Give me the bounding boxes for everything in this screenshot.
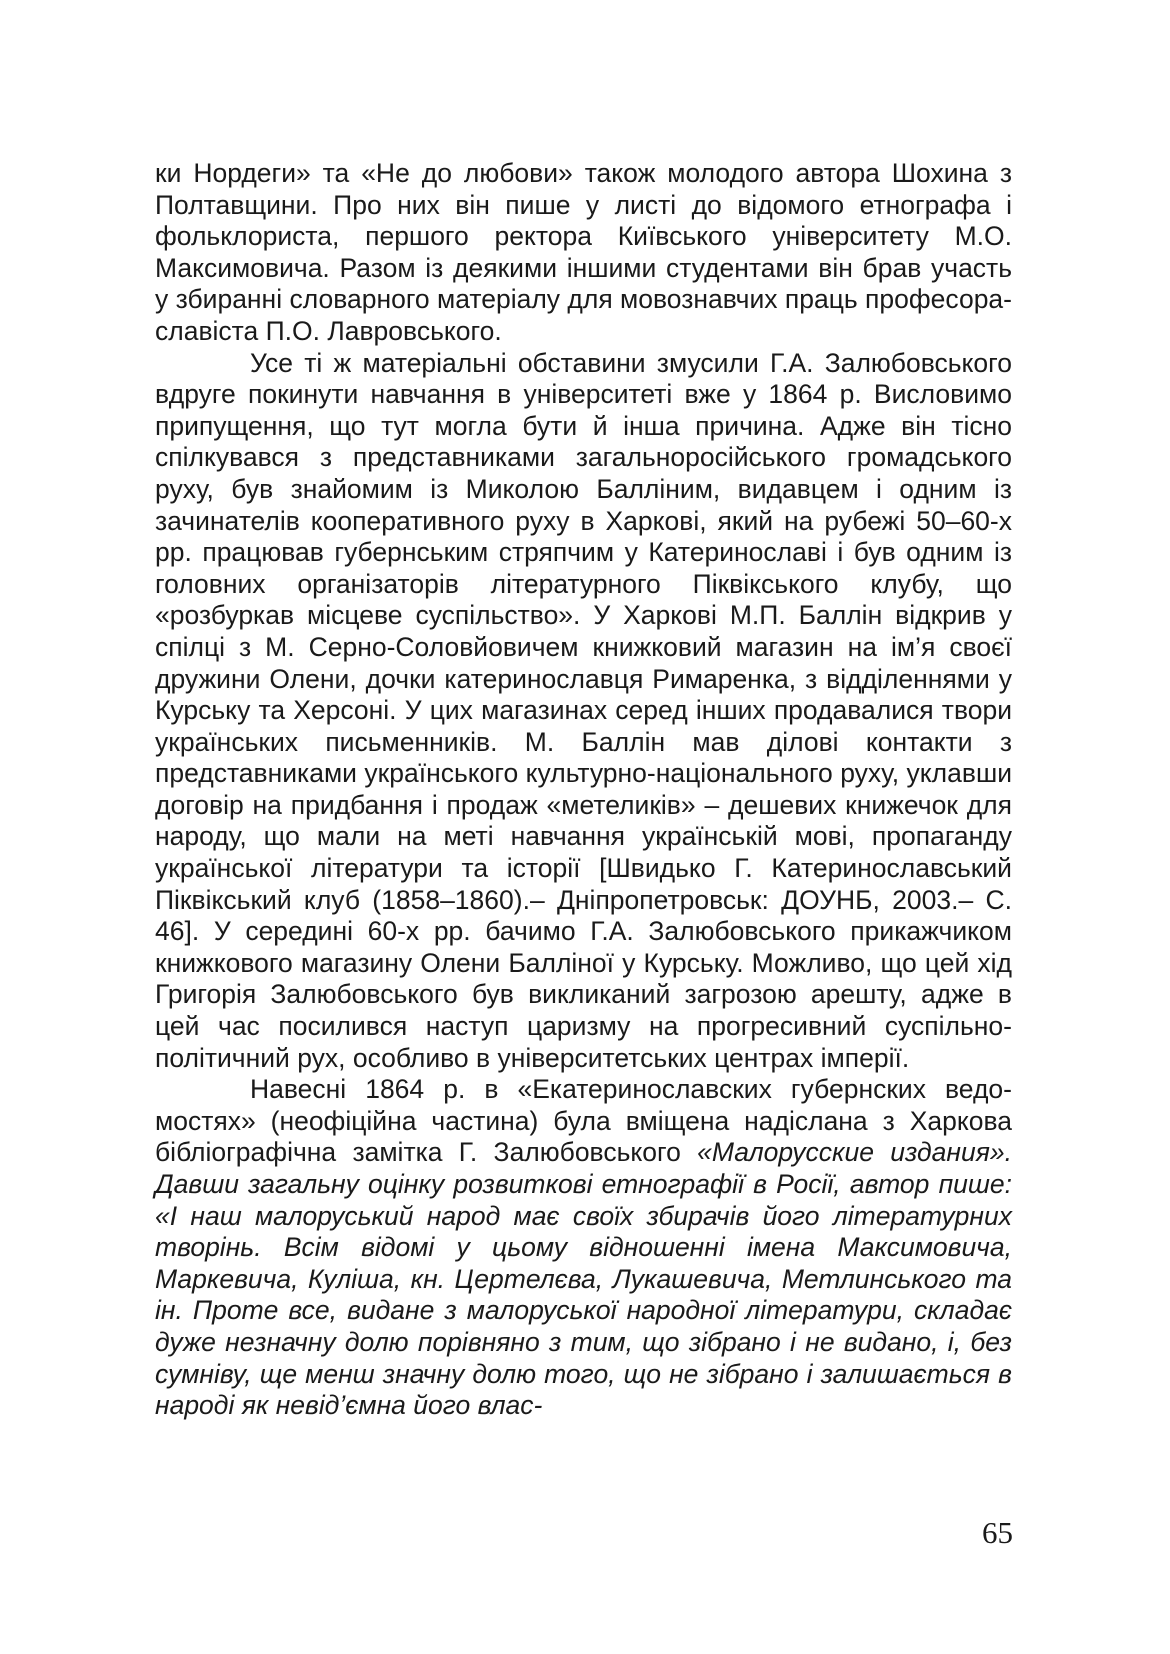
page-number: 65 <box>982 1515 1013 1550</box>
paragraph-3-italic-quote: «Малорусские издания». Давши загальну оцінку розвиткові етнографії в Росії, автор пише: «І наш малоруський народ має своїх збирачів його літературних творінь. Всім відомі у цьому відношенні імена Максимовича, Маркевича, Куліша, кн. Цертелєва, Лукашевича, Метлинського та ін. Проте все, видане з малоруської народної літератури, складає дуже незначну долю порівняно з тим, що зібрано і не видано, і, без сумніву, ще менш значну долю того, що не зібрано і залишається в народі як невід’ємна його влас- <box>155 1137 1012 1421</box>
paragraph-1: ки Нордеги» та «Не до любови» також молодого автора Шохина з Полтавщини. Про них він пише у листі до відомого етнографа і фольклориста, першого ректора Київського університету М.О. Максимовича. Разом із деякими іншими студентами він брав участь у збиранні словарного матеріалу для мовознавчих праць професора-славіста П.О. Лавровського. <box>155 158 1012 346</box>
paragraph-3 <box>155 1074 1012 1422</box>
paragraph-3-regular-text: Навесні 1864 р. в «Екатеринославских губернских ведомостях» (неофіційна частина) була вміщена надіслана з Харкова бібліографічна замітка Г. Залюбовського <box>155 1074 1012 1168</box>
paragraph-2: Усе ті ж матеріальні обставини змусили Г.А. Залюбовського вдруге покинути навчання в університеті вже у 1864 р. Висловимо припущення, що тут могла бути й інша причина. Адже він тісно спілкувався з представниками загальноросійського громадського руху, був знайомим із Миколою Балліним, видавцем і одним із зачинателів кооперативного руху в Харкові, який на рубежі 50–60-х рр. працював губернським стряпчим у Катеринославі і був одним із головних організаторів літературного Піквікського клубу, що «розбуркав місцеве суспільство». У Харкові М.П. Баллін відкрив у спілці з М. Серно-Соловйовичем книжковий магазин на ім’я своєї дружини Олени, дочки катеринославця Римаренка, з відділеннями у Курську та Херсоні. У цих магазинах серед інших продавалися твори українських письменників. М. Баллін мав ділові контакти з представниками українського культурно-національного руху, уклавши договір на придбання і продаж «метеликів» – дешевих книжечок для народу, що мали на меті навчання українській мові, пропаганду української літератури та історії [Швидько Г. Катеринославський Піквікський клуб (1858–1860).– Дніпропетровськ: ДОУНБ, 2003.– С. 46]. У середині 60-х рр. бачимо Г.А. Залюбовського прикажчиком книжкового магазину Олени Баллiної у Курську. Можливо, що цей хід Григорія Залюбовського був викликаний загрозою арешту, адже в цей час посилився наступ царизму на прогресивний суспільно-політичний рух, особливо в університетських центрах імперії. <box>155 347 1012 1073</box>
body-text <box>155 158 1012 1422</box>
